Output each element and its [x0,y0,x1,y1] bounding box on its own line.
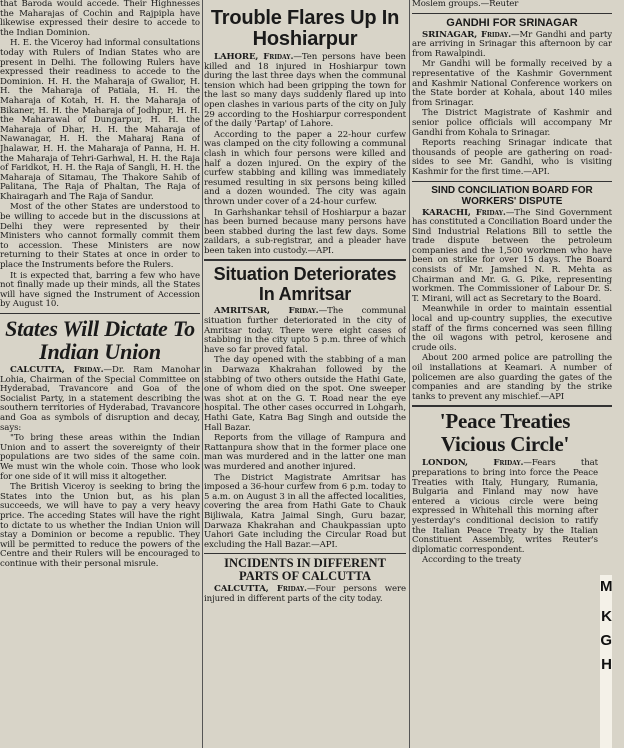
headline-states-dictate: States Will Dictate To Indian Union [5,316,195,364]
headline-calcutta-incidents: INCIDENTS IN DIFFERENT PARTS OF CALCUTTA [224,556,386,584]
article-text: About 200 armed police are patrolling the oil installations at Keamari. A number of policemen are also guarding the gates of the companies and are standing by the strike tanks to prevent any mischief.—API [412,353,612,402]
article-text: —The communal situation further deteriorated in the city of Amritsar today. There were eight cases of stabbing in the city upto 5 p.m. three of which have so far proved fatal. [204,306,406,355]
column-right [412,0,612,748]
article-text: The District Magistrate Amritsar has imposed a 36-hour curfew from 6 p.m. today to 5 a.m. on August 3 in all the affected localities, covering the area from Hathi Gate to Chauk Bijliwala, Katra Jaimal Singh, Guru bazar, Darwaza Khakrahan and Chaukpassian upto Uahori Gate including the Circular Road but excluding the Hall Bazar.—API. [204,472,406,550]
divider [204,259,406,261]
article-text: —Fears that preparations to bring into force the Peace Treaties with Italy, Hungary, Rumania, Bulgaria and Finland may now have entered a vicious circle were being expressed in Whitehall this morning after yesterday's conditional decision to ratify the Italian Peace Treaty by the Italian Constituent Assembly, writes Reuter's diplomatic correspondent. [412,458,599,555]
headline-hoshiarpur: Trouble Flares Up In Hoshiarpur [210,7,400,50]
column-left [0,0,200,748]
article-text: —The Sind Government has constituted a Conciliation Board under the Sind Industrial Relations Bill to settle the trade dispute between the petroleum companies and the 1,500 workmen who have been on strike for over 15 days. The Board consists of Mr. Jamshed N. R. Mehta as Chairman and Mr. G. G. Pike, representing workmen. The Commissioner of Labour Dr. S. T. Mirani, will act as Secretary to the Board. [412,207,612,304]
dateline: SRINAGAR, Friday. [422,29,511,40]
article-text: Reports reaching Srinagar indicate that thousands of people are gathering on road-sides to see Mr. Gandhi, who is visiting Kashmir for the first time.—API. [412,138,612,177]
article-text: "To bring these areas within the Indian Union and to assert the sovereignty of their populations are two sides of the same coin. We must win the whole coin. Those who look for one side of it will miss it altogether. [0,433,200,482]
divider [412,181,612,182]
divider [204,553,406,554]
column-rule [202,0,203,748]
article-text: Reports from the village of Rampura and Rattanpura show that in the former place one man was murdered and in the latter one man was murdered and another injured. [204,433,406,472]
dateline: AMRITSAR, Friday. [214,306,319,317]
headline-peace-treaties: 'Peace Treaties Vicious Circle' [439,409,571,457]
article-text: Mr Gandhi will be formally received by a representative of the Kashmir Government and Kashmir National Conference workers on the State border at Kohala, about 140 miles from Srinagar. [412,59,612,108]
article-text: According to the paper a 22-hour curfew was clamped on the city following a communal clash in which four persons were killed and half a dozen injured. On the expiry of the curfew stabbing and killing was immediately resumed resulting in six persons being killed and a dozen wounded. The city was again thrown under cover of a 24-hour curfew. [204,129,406,207]
article-text: —Ten persons have been killed and 18 injured in Hoshiarpur town during the last three days when the communal tension which had been gripping the town for the last so many days suddenly flared up into open clashes in various parts of the city on July 29 according to the Hoshiarpur correspondent of the daily 'Partap' of Lahore. [204,52,406,130]
article-text: Moslem groups.—Reuter [412,0,519,9]
article-text: It is expected that, barring a few who have not finally made up their minds, all the States will have signed the Instrument of Accession by August 10. [0,270,200,310]
headline-amritsar: Situation Deteriorates In Amritsar [213,264,397,305]
column-rule [409,0,410,748]
article-text: The day opened with the stabbing of a man in Darwaza Khakrahan followed by the stabbing of two others outside the Hathi Gate, one of whom died on the spot. One sweeper was shot at on the G. T. Road near the eye hospital. The other cases occurred in Lohgarh, Hathi Gate, Katra Bag Singh and outside the Hall Bazar. [204,355,406,433]
article-text: According to the treaty [422,555,522,566]
headline-gandhi-srinagar: GANDHI FOR SRINAGAR [446,16,578,29]
fragment-glyph: H [601,656,612,673]
article-text: —Four persons were injured in different parts of the city today. [204,584,406,604]
article-text: —Dr. Ram Manohar Lohia, Chairman of the Special Committee on Hyderabad, Travancore and Goa of the Socialist Party, in a statement describing the southern territories of Hyderabad, Travancore and Goa as symbols of disruption and decay, says: [0,365,200,433]
article-text: The British Viceroy is seeking to bring the States into the Union but, as his plan succeeds, we will have to pay a very heavy price. The acceding States will have the right to dictate to us whether the Indian Union will stay a Dominion or become a republic. They will be permitted to reduce the powers of the Centre and their Rulers will be encouraged to continue with their personal misrule. [0,482,200,569]
dateline: KARACHI, Friday. [422,207,506,218]
article-text: In Garhshankar tehsil of Hoshiarpur a bazar has been burned because many persons have been stabbed during the last few days. Some zaildars, a sub-registrar, and a pleader have been taken into custody.—API. [204,207,406,256]
article-text: Meanwhile in order to maintain essential local and up-country supplies, the executive staff of the firms concerned was seen filling the oil wagons with petrol, kerosene and crude oils. [412,304,612,353]
fragment-glyph: G [600,632,612,649]
headline-sind-board: SIND CONCILIATION BOARD FOR WORKERS' DISPUTE [431,184,593,207]
article-text: that Baroda would accede. Their Highnesses the Maharajas of Cochin and Rajpipla have likewise expressed their desire to accede to the Indian Dominion. [0,0,200,38]
fragment-glyph: K [601,608,612,625]
adjacent-column-fragment [600,575,612,748]
dateline: CALCUTTA, Friday. [214,584,307,595]
column-middle [204,0,406,748]
article-text: —Mr Gandhi and party are arriving in Srinagar this afternoon by car from Rawalpindi. [412,29,612,59]
article-text: The District Magistrate of Kashmir and senior police officials will accompany Mr Gandhi from Kohala to Srinagar. [412,108,612,138]
dateline: CALCUTTA, Friday. [10,365,104,375]
article-text: H. E. the Viceroy had informal consultations today with Rulers of Indian States who are present in Delhi. The following Rulers have expressed their readiness to accede to the Dominion. H. H. the Maharaja of Gwalior, H. H. the Maharaja of Patiala, H. H. the Maharaja of Kotah, H. H. the Maharaja of Bikaner, H. H. the Maharaja of Jodhpur, H. H. the Maharawal of Dungarpur, H. H. the Maharaja of Dhar, H. H. the Maharaja of Nawanagar, H. H. the Maharaj Rana of Jhalawar, H. H. the Maharaja of Panna, H. H. the Maharaja of Tehri-Garhwal, H. H. the Raja of Faridkot, H. H. the Raja of Sangli, H. H. the Maharaja of Sitamau, The Thakore Sahib of Palitana, The Raja of Phaltan, The Raja of Khairagarh and The Raja of Sandur. [0,38,200,202]
dateline: LONDON, Friday. [422,458,524,469]
dateline: LAHORE, Friday. [214,52,294,62]
divider [412,13,612,14]
fragment-glyph: M [600,578,612,595]
divider [412,405,612,407]
article-text: Most of the other States are understood to be willing to accede but in the discussions at Delhi they were represented by their Ministers who cannot formally commit them to accession. These Ministers are now returning to their States at once in order to place the Instruments before the Rulers. [0,202,200,271]
divider [0,313,200,314]
